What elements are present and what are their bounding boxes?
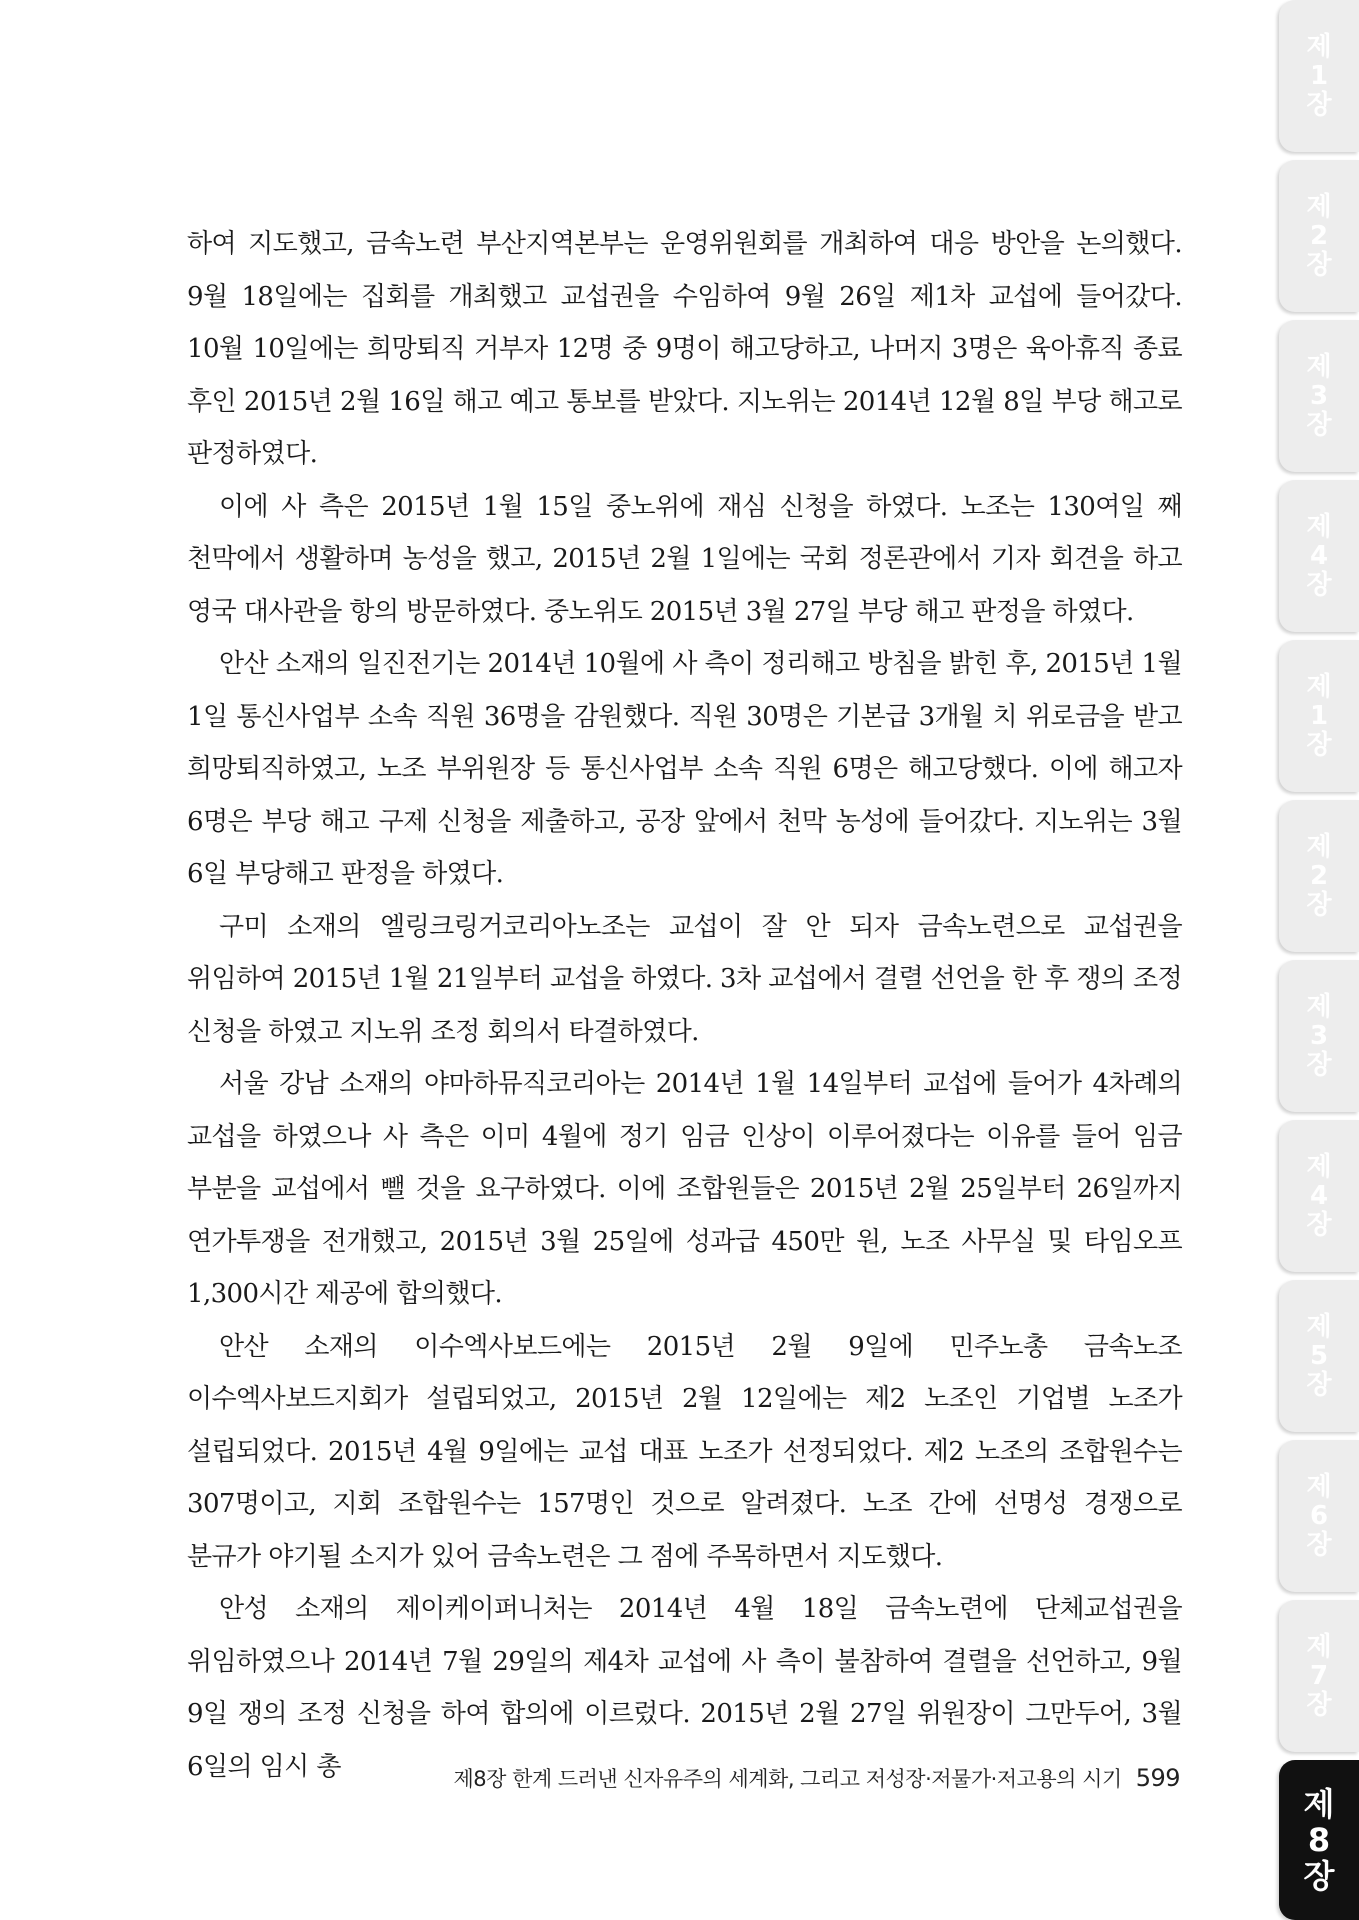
paragraph: 이에 사 측은 2015년 1월 15일 중노위에 재심 신청을 하였다. 노조는 130여일 째 천막에서 생활하며 농성을 했고, 2015년 2월 1일에는 국회 정론관에서 기자 회견을 하고 영국 대사관을 항의 방문하였다. 중노위도 2015년 3월 27일 부당 해고 판정을 하였다.: [187, 491, 1182, 627]
tab-char: 제: [1306, 191, 1332, 222]
chapter-tab-6[interactable]: [1279, 800, 1359, 952]
tab-char: 제: [1306, 31, 1332, 62]
tab-char: 제: [1306, 831, 1332, 862]
tab-char: 2: [1309, 220, 1329, 251]
tab-char: 8: [1307, 1821, 1331, 1859]
chapter-tab-8[interactable]: [1279, 1120, 1359, 1272]
chapter-tab-7[interactable]: [1279, 960, 1359, 1112]
chapter-tab-current[interactable]: [1279, 1760, 1359, 1920]
tab-char: 4: [1309, 1180, 1329, 1211]
tab-char: 제: [1306, 1151, 1332, 1182]
paragraph: 구미 소재의 엘링크링거코리아노조는 교섭이 잘 안 되자 금속노련으로 교섭권을 위임하여 2015년 1월 21일부터 교섭을 하였다. 3차 교섭에서 결렬 선언을 한 후 쟁의 조정 신청을 하였고 지노위 조정 회의서 타결하였다.: [187, 911, 1182, 1047]
tab-char: 장: [1306, 89, 1332, 120]
tab-char: 장: [1306, 569, 1332, 600]
tab-char: 5: [1309, 1340, 1329, 1371]
tab-char: 제: [1306, 1631, 1332, 1662]
tab-char: 6: [1309, 1500, 1329, 1531]
tab-char: 장: [1306, 889, 1332, 920]
tab-char: 3: [1309, 1020, 1329, 1051]
tab-char: 제: [1306, 991, 1332, 1022]
tab-char: 장: [1306, 409, 1332, 440]
tab-char: 장: [1306, 1689, 1332, 1720]
tab-char: 장: [1306, 249, 1332, 280]
paragraph: 안산 소재의 일진전기는 2014년 10월에 사 측이 정리해고 방침을 밝힌 후, 2015년 1월 1일 통신사업부 소속 직원 36명을 감원했다. 직원 30명은 기본급 3개월 치 위로금을 받고 희망퇴직하였고, 노조 부위원장 등 통신사업부 소속 직원 6명은 해고당했다. 이에 해고자 6명은 부당 해고 구제 신청을 제출하고, 공장 앞에서 천막 농성에 들어갔다. 지노위는 3월 6일 부당해고 판정을 하였다.: [187, 649, 1182, 889]
paragraph: 안성 소재의 제이케이퍼니처는 2014년 4월 18일 금속노련에 단체교섭권을 위임하였으나 2014년 7월 29일의 제4차 교섭에 사 측이 불참하여 결렬을 선언하고, 9월 9일 쟁의 조정 신청을 하여 합의에 이르렀다. 2015년 2월 27일 위원장이 그만두어, 3월 6일의 임시 총: [187, 1594, 1182, 1782]
tab-char: 제: [1303, 1785, 1335, 1823]
paragraph: 안산 소재의 이수엑사보드에는 2015년 2월 9일에 민주노총 금속노조 이수엑사보드지회가 설립되었고, 2015년 2월 12일에는 제2 노조인 기업별 노조가 설립되었다. 2015년 4월 9일에는 교섭 대표 노조가 선정되었다. 제2 노조의 조합원수는 307명이고, 지회 조합원수는 157명인 것으로 알려졌다. 노조 간에 선명성 경쟁으로 분규가 야기될 소지가 있어 금속노련은 그 점에 주목하면서 지도했다.: [187, 1331, 1182, 1572]
chapter-tab-5[interactable]: [1279, 640, 1359, 792]
tab-char: 4: [1309, 540, 1329, 571]
tab-char: 제: [1306, 1471, 1332, 1502]
tab-char: 제: [1306, 1311, 1332, 1342]
tab-char: 1: [1309, 60, 1329, 91]
tab-char: 제: [1306, 351, 1332, 382]
chapter-tab-9[interactable]: [1279, 1280, 1359, 1432]
running-chapter-title: 제8장 한계 드러낸 신자유주의 세계화, 그리고 저성장·저물가·저고용의 시기: [453, 1767, 1122, 1791]
tab-char: 제: [1306, 511, 1332, 542]
chapter-tab-1[interactable]: [1279, 0, 1359, 152]
paragraph: 서울 강남 소재의 야마하뮤직코리아는 2014년 1월 14일부터 교섭에 들어가 4차례의 교섭을 하였으나 사 측은 이미 4월에 정기 임금 인상이 이루어졌다는 이유를 들어 임금 부분을 교섭에서 뺄 것을 요구하였다. 이에 조합원들은 2015년 2월 25일부터 26일까지 연가투쟁을 전개했고, 2015년 3월 25일에 성과급 450만 원, 노조 사무실 및 타임오프 1,300시간 제공에 합의했다.: [187, 1069, 1182, 1309]
tab-char: 장: [1306, 729, 1332, 760]
tab-char: 장: [1306, 1529, 1332, 1560]
chapter-tab-4[interactable]: [1279, 480, 1359, 632]
tab-char: 제: [1306, 671, 1332, 702]
chapter-tab-10[interactable]: [1279, 1440, 1359, 1592]
chapter-tab-11[interactable]: [1279, 1600, 1359, 1752]
body-text: [187, 218, 1182, 1793]
tab-char: 장: [1306, 1049, 1332, 1080]
chapter-tab-2[interactable]: [1279, 160, 1359, 312]
chapter-tabs: [1279, 0, 1359, 1920]
tab-char: 1: [1309, 700, 1329, 731]
tab-char: 3: [1309, 380, 1329, 411]
tab-char: 2: [1309, 860, 1329, 891]
tab-char: 장: [1306, 1209, 1332, 1240]
tab-char: 장: [1306, 1369, 1332, 1400]
chapter-tab-3[interactable]: [1279, 320, 1359, 472]
tab-char: 7: [1309, 1660, 1329, 1691]
paragraph: 하여 지도했고, 금속노련 부산지역본부는 운영위원회를 개최하여 대응 방안을 논의했다. 9월 18일에는 집회를 개최했고 교섭권을 수임하여 9월 26일 제1차 교섭에 들어갔다. 10월 10일에는 희망퇴직 거부자 12명 중 9명이 해고당하고, 나머지 3명은 육아휴직 종료 후인 2015년 2월 16일 해고 예고 통보를 받았다. 지노위는 2014년 12월 8일 부당 해고로 판정하였다.: [187, 229, 1182, 469]
page-footer: [390, 1763, 1180, 1803]
tab-char: 장: [1303, 1857, 1335, 1895]
page-number: 599: [1135, 1764, 1180, 1792]
